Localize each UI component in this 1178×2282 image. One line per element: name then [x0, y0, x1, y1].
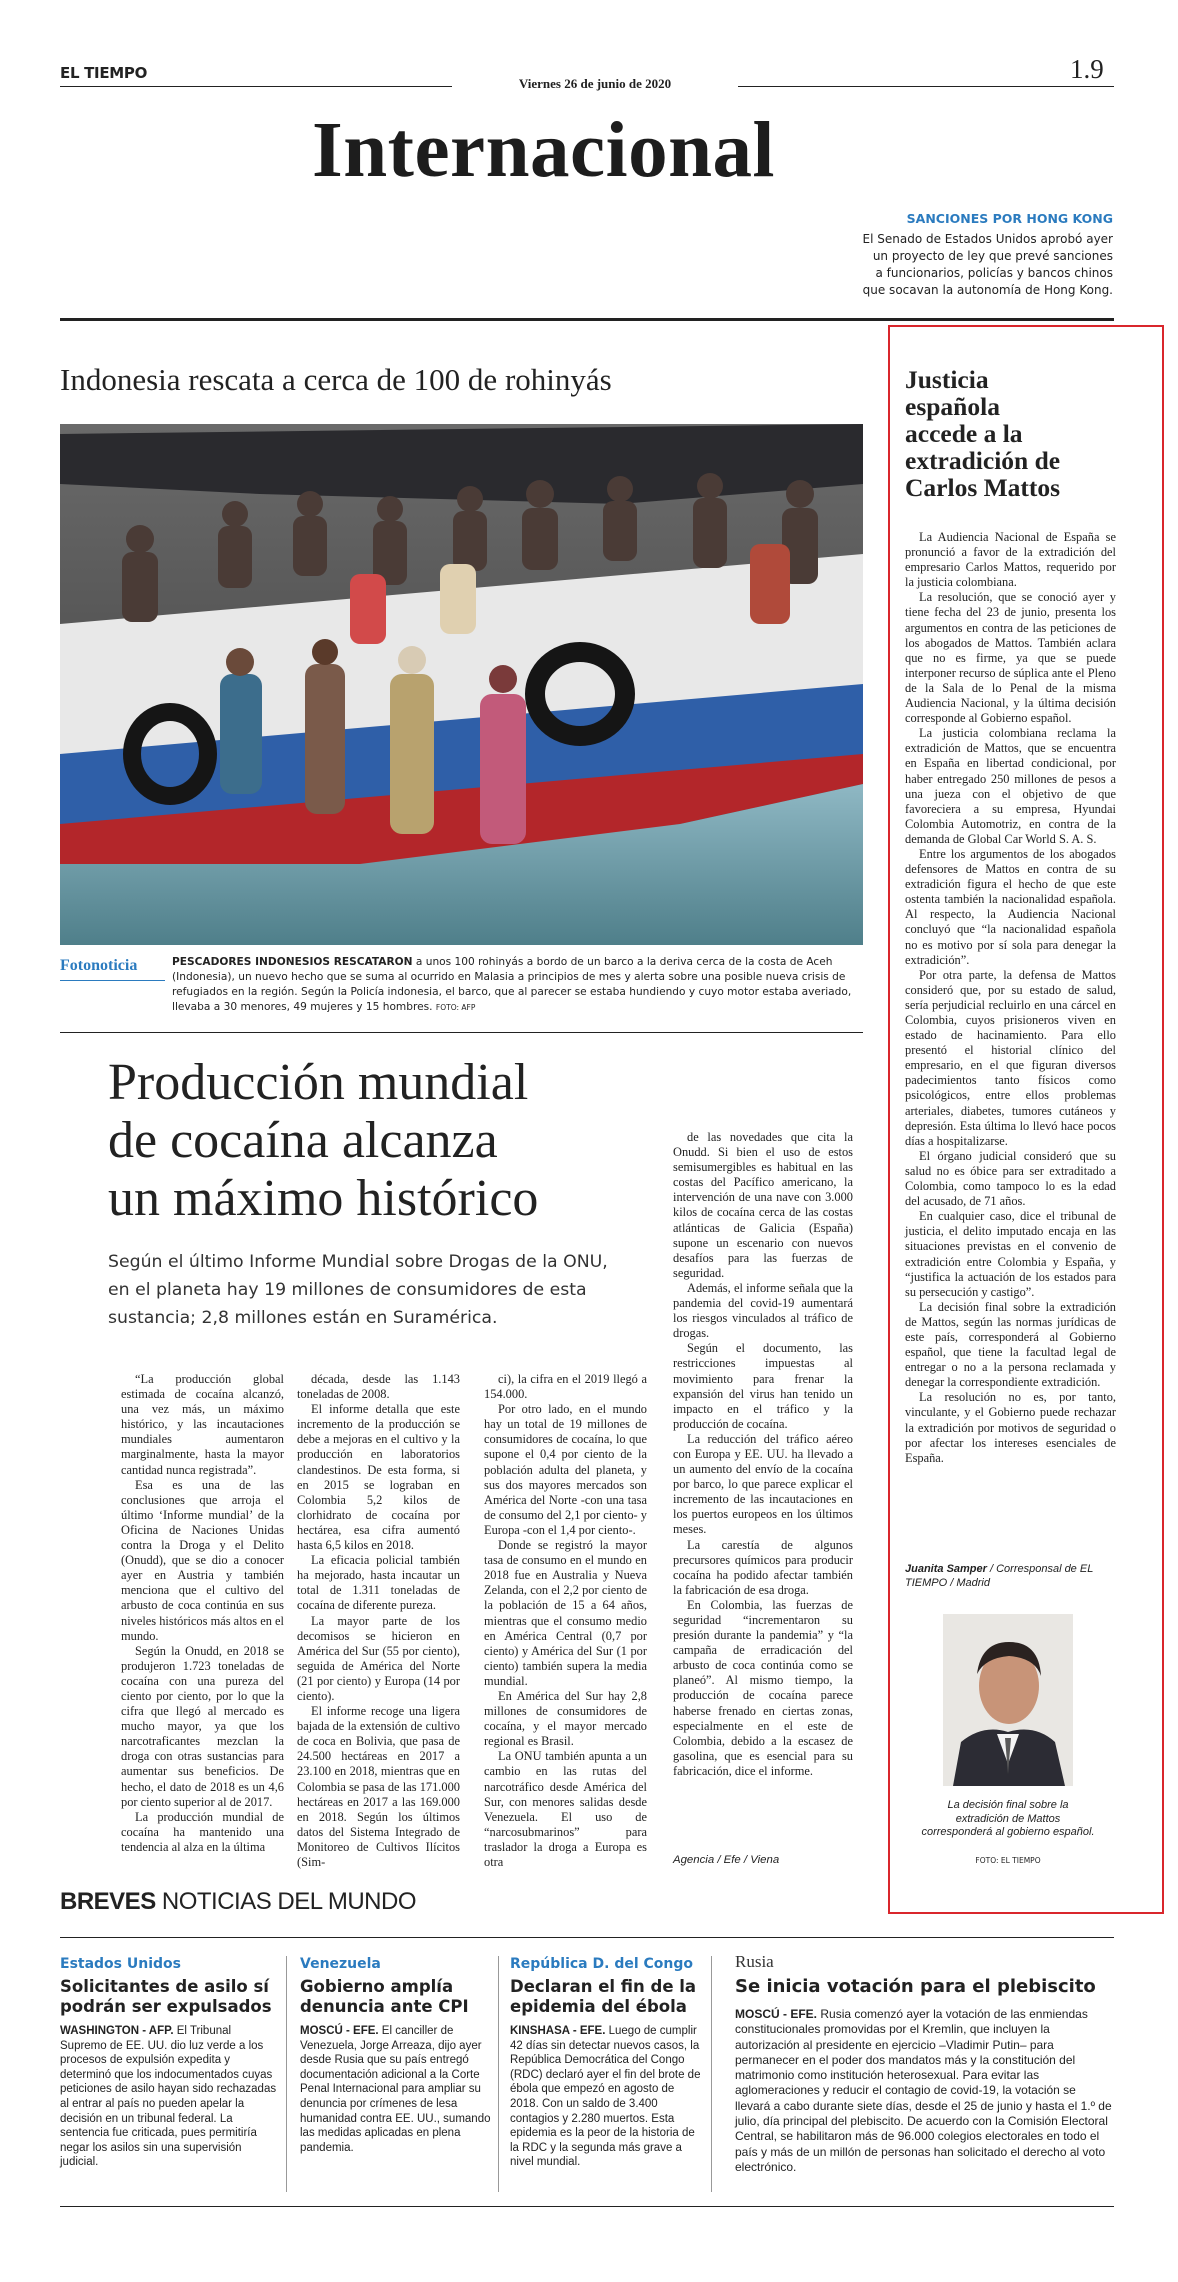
page-bottom-rule: [60, 2206, 1114, 2207]
sidebar-body-paragraph: El órgano judicial consideró que su salud no es óbice para ser extraditado a Colombia, como tampoco lo es la edad del acusado, de 71 años.: [905, 1148, 1116, 1209]
main-col-4-paragraph: En Colombia, las fuerzas de seguridad “incrementaron su presión durante la pandemia” y “la campaña de erradicación del arbusto de coca continúa como se planeó”. Al mismo tiempo, la producción de cocaína parece haberse frenado en ciertas zonas, especialmente en el este de Colombia, debido a la escasez de gasolina, que es esencial para su fabricación, dice el informe.: [673, 1597, 853, 1778]
sidebar-headline-line-4: extradición de: [905, 446, 1061, 475]
breve-venezuela-text: El canciller de Venezuela, Jorge Arreaza, dijo ayer desde Rusia que su país entregó documentación adicional a la Corte Penal Internacional para ampliar su denuncia por crímenes de lesa humanidad contra EE. UU., sumando las medidas aplicadas en plena pandemia.: [300, 2025, 491, 2154]
main-col-3-paragraph: ci), la cifra en el 2019 llegó a 154.000.: [484, 1372, 647, 1402]
main-col-3-paragraph: Por otro lado, en el mundo hay un total de 19 millones de consumidores de cocaína, lo que supone el 0,4 por ciento de la población adulta del planeta, y sus dos mayores mercados son América del Norte -con una tasa de consumo del 2,1 por ciento- y Europa -con el 1,4 por ciento-.: [484, 1402, 647, 1537]
photo-caption-lead: PESCADORES INDONESIOS RESCATARON: [172, 956, 413, 968]
sidebar-photo-credit: FOTO: EL TIEMPO: [975, 1856, 1041, 1865]
sidebar-byline-role: / Corresponsal de EL TIEMPO / Madrid: [905, 1563, 1094, 1589]
section-title: Internacional: [312, 107, 775, 194]
page-number: 1.9: [1070, 54, 1104, 84]
main-col-2: [297, 1372, 460, 1870]
main-col-2-paragraph: El informe detalla que este incremento de la producción se debe a mejoras en el cultivo y la producción en laboratorios clandestinos. De esta forma, si en 2015 se lograban en Colombia 5,2 kilos de clorhidrato de cocaína por hectárea, esa cifra aumentó hasta 6,5 kilos en 2018.: [297, 1402, 460, 1553]
sidebar-body-paragraph: La decisión final sobre la extradición de Mattos, según las normas jurídicas de este país, corresponderá al Gobierno español, que tiene la facultad legal de entregar o no a la persona reclamada y denegar la correspondiente extradición.: [905, 1299, 1116, 1390]
main-col-4-paragraph: de las novedades que cita la Onudd. Si bien el uso de estos semisumergibles es habitual en las costas del Pacífico americano, la intervención de una nave con 3.000 kilos de cocaína cerca de las costas atlánticas de Galicia (España) supone un escenario con nuevos desafíos para las fuerzas de seguridad.: [673, 1130, 853, 1280]
breve-congo-text: Luego de cumplir 42 días sin detectar nuevos casos, la República Democrática del Congo (RDC) declaró ayer el fin del brote de ébola que empezó en agosto de 2018. Con un saldo de 3.400 contagios y 2.280 muertos. Esta epidemia es la peor de la historia de la RDC y la segunda más grave a nivel mundial.: [510, 2025, 701, 2169]
main-headline-line-3: un máximo histórico: [108, 1170, 539, 1227]
breve-congo-body: [510, 2024, 703, 2170]
sidebar-body-paragraph: Por otra parte, la defensa de Mattos consideró que, por su estado de salud, sería perjudicial recluirlo en una cárcel en Colombia, cuyos prisioneros viven en estado de hacinamiento. Para ello presentó el historial clínico del empresario, en el que figuran diversos padecimientos tanto físicos como psicológicos, entre ellos problemas arteriales, diabetes, tumores cutáneos y depresión. Esta última lo llevó hace pocos días a hospitalizarse.: [905, 967, 1116, 1148]
sidebar-top-rule: [887, 358, 890, 1858]
sidebar-byline: [905, 1562, 1116, 1590]
main-col-1-paragraph: La producción mundial de cocaína ha mantenido una tendencia al alza en la última: [121, 1809, 284, 1854]
header-rule-left: [60, 86, 452, 87]
breve-rusia[interactable]: [735, 1952, 1113, 2175]
main-dek: Según el último Informe Mundial sobre Drogas de la ONU, en el planeta hay 19 millones de consumidores de esta sustancia; 2,8 millones están en Suramérica.: [108, 1252, 608, 1328]
sidebar-headline[interactable]: [905, 366, 1135, 501]
sidebar-photo-caption: La decisión final sobre la extradición de Mattos corresponderá al gobierno español.: [921, 1799, 1095, 1838]
breve-us-headline: Solicitantes de asilo sí podrán ser expulsados: [60, 1977, 272, 2016]
mattos-portrait: [943, 1614, 1073, 1786]
sidebar-headline-line-5: Carlos Mattos: [905, 473, 1061, 502]
breve-us-body: [60, 2024, 280, 2170]
breves-divider-1: [286, 1956, 287, 2192]
main-col-4-paragraph: La reducción del tráfico aéreo con Europa y EE. UU. ha llevado a un aumento del envío de la cocaína por barco, lo que parece explicar el incremento de las incautaciones en los puertos europeos en los últimos meses.: [673, 1431, 853, 1537]
photo-credit: FOTO: AFP: [435, 1003, 476, 1012]
sidebar-body-paragraph: La resolución no es, por tanto, vinculante, y el Gobierno puede rechazar la extradición por motivos de seguridad o por afectar los intereses esenciales de España.: [905, 1390, 1116, 1465]
photo-caption-text: a unos 100 rohinyás a bordo de un barco a la deriva cerca de la costa de Aceh (Indonesia), un nuevo hecho que se suma al ocurrido en Malasia a principios de mes y alerta sobre una posible nueva crisis de refugiados en la región. Según la Policía indonesia, el barco, que al parecer se estaba hundiendo y cuyo motor estaba averiado, llevaba a 30 menores, 49 mujeres y 15 hombres.: [172, 956, 852, 1013]
main-col-3-paragraph: Donde se registró la mayor tasa de consumo en el mundo en 2018 fue en Australia y Nueva Zelanda, con el 2,2 por ciento de la población de 15 a 64 años, mientras que el consumo medio en América Central (0,7 por ciento) y América del Sur (1 por ciento) también supera la media mundial.: [484, 1538, 647, 1688]
main-col-4-paragraph: La carestía de algunos precursores químicos para producir cocaína ha podido afectar también la fabricación de esa droga.: [673, 1537, 853, 1597]
teaser-text[interactable]: El Senado de Estados Unidos aprobó ayer un proyecto de ley que prevé sanciones a funcionarios, policías y bancos chinos que socavan la autonomía de Hong Kong.: [862, 232, 1113, 297]
breves-title: [60, 1888, 416, 1916]
breve-us-text: El Tribunal Supremo de EE. UU. dio luz verde a los procesos de expulsión expedita y determinó que los indocumentados cuyas peticiones de asilo hayan sido rechazadas al entrar al país no pueden apelar la decisión en un tribunal federal. La sentencia fue criticada, pues permitiría negar los asilos sin una supervisión judicial.: [60, 2025, 277, 2169]
main-col-2-paragraph: década, desde las 1.143 toneladas de 2008.: [297, 1372, 460, 1402]
main-headline-line-2: de cocaína alcanza: [108, 1112, 498, 1169]
breve-rusia-headline: Se inicia votación para el plebiscito: [735, 1976, 1096, 1997]
sidebar-body-paragraph: La Audiencia Nacional de España se pronunció a favor de la extradición del empresario Carlos Mattos, requerido por la justicia colombiana.: [905, 530, 1116, 590]
sidebar-body-paragraph: La resolución, que se conoció ayer y tiene fecha del 23 de junio, presenta los argumentos en contra de las peticiones de los abogados de Mattos. También aclara que no es firme, ya que se puede interponer recurso de súplica ante el Pleno de la Sala de lo Penal de la misma Audiencia Nacional, y la última decisión corresponde al Gobierno español.: [905, 590, 1116, 726]
rescue-photo-image: [60, 424, 863, 945]
photo-story-headline[interactable]: Indonesia rescata a cerca de 100 de rohinyás: [60, 362, 612, 397]
main-col-4-paragraph: Según el documento, las restricciones impuestas al movimiento para frenar la expansión del virus han tenido un impacto en el tráfico y la producción de cocaína.: [673, 1341, 853, 1431]
header-bottom-rule: [60, 318, 1114, 321]
breves-title-bold: BREVES: [60, 1888, 156, 1915]
main-col-4: [673, 1130, 853, 1779]
photo-caption: [172, 955, 862, 1015]
main-col-1-paragraph: “La producción global estimada de cocaína alcanzó, una vez más, un máximo histórico, y las incautaciones mundiales aumentaron marginalmente, hasta la mayor cantidad nunca registrada”.: [121, 1372, 284, 1477]
sidebar-body-paragraph: La justicia colombiana reclama la extradición de Mattos, que se encuentra en España en libertad condicional, por haber entregado 250 millones de pesos a una jueza con el objetivo de que favoreciera a su empresa, Hyundai Colombia Automotriz, en contra de la demanda de Global Car World S. A. S.: [905, 726, 1116, 846]
photo-label: Fotonoticia: [60, 957, 138, 974]
issue-date: Viernes 26 de junio de 2020: [518, 76, 672, 91]
breve-venezuela-lead: MOSCÚ - EFE.: [300, 2025, 379, 2037]
main-col-2-paragraph: La eficacia policial también ha mejorado, hasta incautar un total de 1.311 toneladas de cocaína de diferente pureza.: [297, 1553, 460, 1613]
sidebar-body: [905, 530, 1116, 1466]
main-byline: Agencia / Efe / Viena: [673, 1854, 780, 1866]
breve-us-lead: WASHINGTON - AFP.: [60, 2025, 174, 2037]
sidebar-byline-name: Juanita Samper: [905, 1563, 987, 1575]
breve-venezuela-body: [300, 2024, 498, 2155]
photo-story-bottom-rule: [60, 1032, 863, 1033]
breve-venezuela-headline: Gobierno amplía denuncia ante CPI: [300, 1977, 469, 2016]
teaser-kicker[interactable]: SANCIONES POR HONG KONG: [906, 211, 1113, 226]
breve-venezuela[interactable]: [300, 1956, 498, 2155]
main-col-1-paragraph: Según la Onudd, en 2018 se produjeron 1.723 toneladas de cocaína con una pureza del ciento por ciento, por lo que la cifra que llegó al mercado es mucho mayor, ya que los narcotraficantes mezclan la droga con otras sustancias para aumentar sus beneficios. De hecho, el dato de 2018 es un 4,6 por ciento superior al de 2017.: [121, 1643, 284, 1809]
main-col-3-paragraph: En América del Sur hay 2,8 millones de consumidores de cocaína, y el mayor mercado regional es Brasil.: [484, 1688, 647, 1749]
main-col-4-paragraph: Además, el informe señala que la pandemia del covid-19 aumentará los riesgos vinculados al tráfico de drogas.: [673, 1280, 853, 1341]
breve-rusia-lead: MOSCÚ - EFE.: [735, 2007, 818, 2021]
sidebar-headline-line-3: accede a la: [905, 419, 1023, 448]
breve-congo-headline: Declaran el fin de la epidemia del ébola: [510, 1977, 697, 2016]
breve-rusia-text: Rusia comenzó ayer la votación de las enmiendas constitucionales promovidas por el Kremlin, que incluyen la autorización al presidente en ejercicio –Vladimir Putin– para permanecer en el poder dos mandatos más y la constitución del matrimonio como institución heterosexual. Para evitar las aglomeraciones y reducir el contagio de covid-19, la votación se llevará a cabo durante siete días, desde el 25 de junio y hasta el 1.º de julio, día principal del plebiscito. De acuerdo con la Comisión Electoral Central, se habilitaron más de 96.000 colegios electorales en todo el país y más de un millón de personas han solicitado el derecho al voto electrónico.: [735, 2007, 1112, 2174]
main-col-2-paragraph: El informe recoge una ligera bajada de la extensión de cultivo de coca en Bolivia, que pasa de 24.500 hectáreas en 2017 a 23.100 en 2018, mientras que en Colombia se pasa de las 171.000 hectáreas en 2017 a las 169.000 en 2018. Según los últimos datos del Sistema Integrado de Monitoreo de Cultivos Ilícitos (Sim-: [297, 1704, 460, 1869]
breves-title-rest: NOTICIAS DEL MUNDO: [155, 1888, 417, 1915]
breve-rusia-body: [735, 2007, 1113, 2175]
rescue-photo: [60, 424, 863, 945]
sidebar-headline-line-1: Justicia: [905, 365, 989, 394]
breve-rusia-kicker: Rusia: [735, 1952, 774, 1971]
breves-divider-3: [711, 1956, 712, 2192]
breve-venezuela-kicker: Venezuela: [300, 1956, 381, 1972]
main-col-3-paragraph: La ONU también apunta a un cambio en las rutas del narcotráfico desde América del Sur, con menores salidas desde Venezuela. El uso de “narcosubmarinos” para traslador la droga a Europa es otra: [484, 1749, 647, 1869]
breve-congo[interactable]: [510, 1956, 703, 2170]
main-col-3: [484, 1372, 647, 1870]
sidebar-body-paragraph: En cualquier caso, dice el tribunal de justicia, el delito imputado encaja en las situaciones previstas en el convenio de extradición entre Colombia y España, y “justifica la actuación de los estados para su persecución y castigo”.: [905, 1209, 1116, 1299]
sidebar-headline-line-2: española: [905, 392, 1000, 421]
brand-logo: EL TIEMPO: [60, 64, 148, 82]
breve-us-kicker: Estados Unidos: [60, 1956, 181, 1972]
main-col-2-paragraph: La mayor parte de los decomisos se hicieron en América del Sur (55 por ciento), seguida de América del Norte (21 por ciento) y Europa (14 por ciento).: [297, 1613, 460, 1703]
main-headline[interactable]: [108, 1054, 538, 1228]
breve-congo-lead: KINSHASA - EFE.: [510, 2025, 606, 2037]
breve-us[interactable]: [60, 1956, 280, 2170]
breves-divider-2: [498, 1956, 499, 2192]
header-rule-right: [738, 86, 1114, 87]
sidebar-body-paragraph: Entre los argumentos de los abogados defensores de Mattos en contra de su extradición figura el hecho de que este ostenta también la nacionalidad española. Al respecto, la Audiencia Nacional concluyó que “la nacionalidad española no es motivo por sí sola para denegar la extradición”.: [905, 846, 1116, 967]
mattos-portrait-image: [943, 1614, 1073, 1786]
breve-congo-kicker: República D. del Congo: [510, 1956, 694, 1972]
breves-rule: [60, 1937, 1114, 1938]
main-col-1-paragraph: Esa es una de las conclusiones que arroja el último ‘Informe mundial’ de la Oficina de Naciones Unidas contra la Droga y el Delito (Onudd), que se dio a conocer ayer en Austria y también menciona que el cultivo del arbusto de coca continúa en sus niveles históricos más altos en el mundo.: [121, 1477, 284, 1643]
main-headline-line-1: Producción mundial: [108, 1054, 529, 1111]
photo-label-underline: [60, 980, 165, 981]
main-col-1: [121, 1372, 284, 1855]
